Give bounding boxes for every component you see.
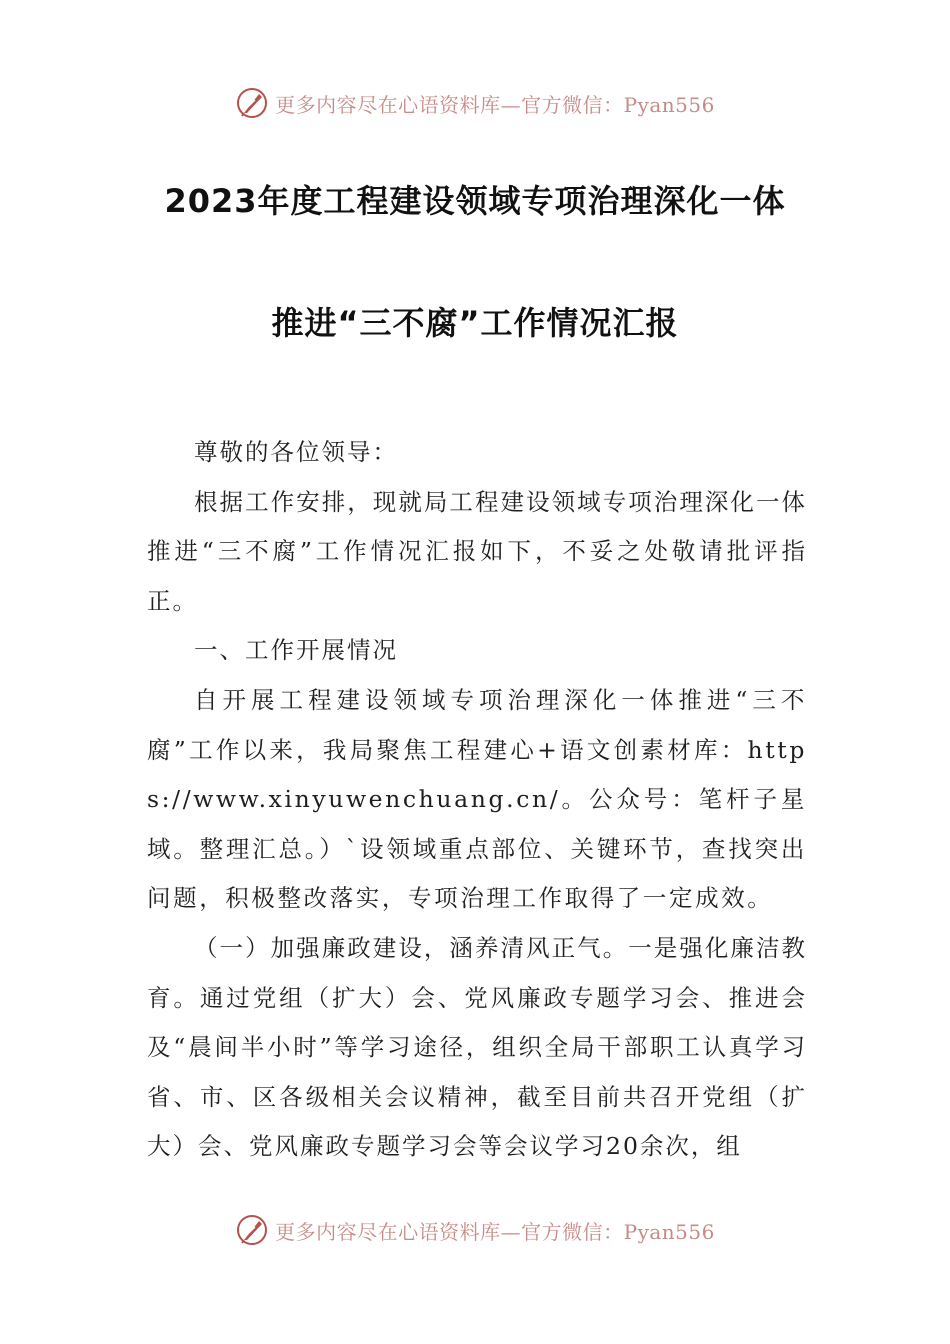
quill-pen-icon bbox=[235, 1213, 269, 1247]
quill-pen-icon bbox=[235, 86, 269, 120]
section-paragraph: 自开展工程建设领域专项治理深化一体推进“三不腐”工作以来，我局聚焦工程建心+语文创素材库：https://www.xinyuwenchuang.cn/。公众号：笔杆子星域。整理汇总。）`设领域重点部位、关键环节，查找突出问题，积极整改落实，专项治理工作取得了一定成效。 bbox=[147, 685, 807, 913]
watermark-header bbox=[0, 83, 950, 123]
watermark-text: 更多内容尽在心语资料库—官方微信：Pyan556 bbox=[275, 92, 715, 117]
subsection-paragraph: （一）加强廉政建设，涵养清风正气。一是强化廉洁教育。通过党组（扩大）会、党风廉政专题学习会、推进会及“晨间半小时”等学习途径，组织全局干部职工认真学习省、市、区各级相关会议精神，截至目前共召开党组（扩大）会、党风廉政专题学习会等会议学习20余次，组 bbox=[147, 933, 807, 1161]
section-heading: 一、工作开展情况 bbox=[194, 636, 398, 665]
document-title-line-1: 2023年度工程建设领域专项治理深化一体 bbox=[164, 182, 786, 220]
document-body bbox=[147, 428, 807, 1172]
document-title-line-2: 推进“三不腐”工作情况汇报 bbox=[271, 304, 679, 342]
intro-paragraph: 根据工作安排，现就局工程建设领域专项治理深化一体推进“三不腐”工作情况汇报如下，不妥之处敬请批评指正。 bbox=[147, 487, 807, 615]
watermark-footer bbox=[0, 1210, 950, 1250]
salutation: 尊敬的各位领导： bbox=[194, 438, 398, 466]
watermark-text: 更多内容尽在心语资料库—官方微信：Pyan556 bbox=[275, 1219, 715, 1244]
